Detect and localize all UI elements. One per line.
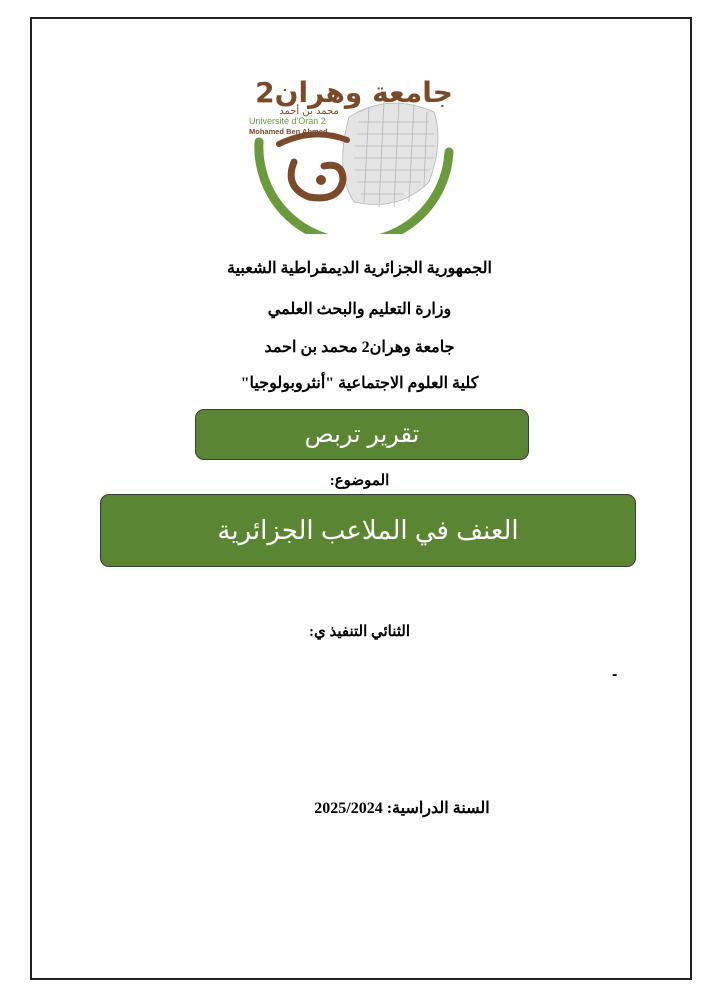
executors-dash: - — [612, 666, 618, 683]
logo-arabic-subtext: محمد بن أحمد — [279, 106, 339, 117]
logo-french-text: Université d'Oran 2 — [249, 116, 326, 126]
faculty-line: كلية العلوم الاجتماعية "أنثروبولوجيا" — [240, 375, 479, 392]
logo-arabic-text: جامعة وهران2 — [255, 76, 453, 109]
executors-label: الثنائي التنفيذ ي: — [308, 624, 411, 640]
topic-title: العنف في الملاعب الجزائرية — [217, 515, 519, 545]
university-logo — [239, 62, 469, 234]
logo-french-subtext: Mohamed Ben Ahmed — [249, 127, 328, 136]
ministry-line: وزارة التعليم والبحث العلمي — [267, 301, 452, 318]
republic-line: الجمهورية الجزائرية الديمقراطية الشعبية — [226, 260, 492, 277]
topic-title-banner — [100, 494, 636, 567]
academic-year-label: السنة الدراسية: — [386, 800, 490, 817]
academic-year-value: 2025/2024 — [314, 800, 383, 817]
academic-year — [262, 798, 542, 818]
university-line: جامعة وهران2 محمد بن احمد — [264, 339, 455, 356]
topic-label: الموضوع: — [329, 473, 390, 489]
report-title: تقرير تربص — [304, 421, 420, 448]
report-title-banner — [195, 409, 529, 460]
